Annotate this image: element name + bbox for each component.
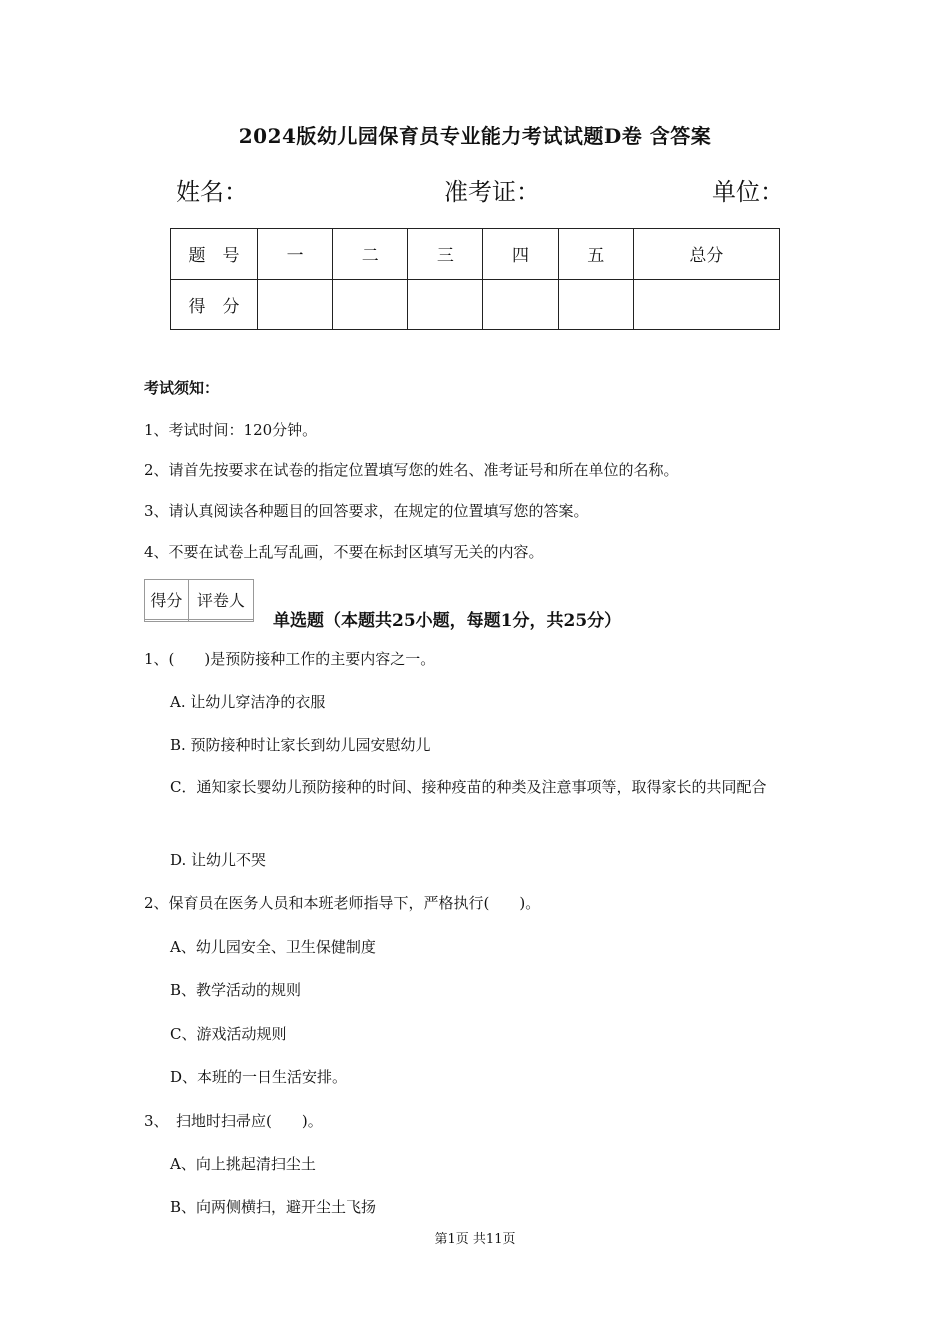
question-option: D. 让幼儿不哭 — [170, 851, 267, 869]
score-table-header-row — [171, 229, 780, 280]
unit-field-label: 单位： — [712, 178, 784, 206]
score-header-total: 总分 — [633, 229, 779, 280]
score-header-label: 题 号 — [171, 229, 258, 280]
question-option: A. 让幼儿穿洁净的衣服 — [170, 693, 326, 711]
document-title: 2024版幼儿园保育员专业能力考试试题D卷 含答案 — [238, 124, 712, 148]
score-header-cell: 四 — [483, 229, 558, 280]
question-option: C、游戏活动规则 — [170, 1025, 287, 1043]
score-cell[interactable] — [333, 279, 408, 330]
score-cell[interactable] — [483, 279, 558, 330]
score-cell[interactable] — [258, 279, 333, 330]
question-option: C．通知家长婴幼儿预防接种的时间、接种疫苗的种类及注意事项等，取得家长的共同配合 — [170, 778, 767, 796]
notice-item: 3、请认真阅读各种题目的回答要求，在规定的位置填写您的答案。 — [144, 502, 589, 520]
grader-table — [144, 579, 254, 622]
question-stem: 3、 扫地时扫帚应( )。 — [144, 1112, 323, 1130]
section-title: 单选题（本题共25小题，每题1分，共25分） — [273, 611, 622, 631]
grader-score-cell[interactable] — [145, 620, 189, 622]
score-header-cell: 五 — [558, 229, 633, 280]
notice-heading: 考试须知： — [144, 379, 220, 397]
score-cell[interactable] — [408, 279, 483, 330]
exam-id-field-label: 准考证： — [444, 178, 540, 206]
question-option: B. 预防接种时让家长到幼儿园安慰幼儿 — [170, 736, 431, 754]
question-option: A、幼儿园安全、卫生保健制度 — [170, 938, 376, 956]
notice-item: 1、考试时间：120分钟。 — [144, 421, 318, 439]
score-cell[interactable] — [558, 279, 633, 330]
question-option: B、教学活动的规则 — [170, 981, 302, 999]
score-header-cell: 二 — [333, 229, 408, 280]
grader-name-label: 评卷人 — [188, 580, 253, 620]
score-row-label: 得 分 — [171, 279, 258, 330]
score-header-cell: 一 — [258, 229, 333, 280]
question-stem: 1、( )是预防接种工作的主要内容之一。 — [144, 650, 436, 668]
question-option: A、向上挑起清扫尘土 — [170, 1155, 316, 1173]
grader-name-cell[interactable] — [188, 620, 253, 622]
question-stem: 2、保育员在医务人员和本班老师指导下，严格执行( )。 — [144, 894, 541, 912]
name-field-label: 姓名： — [176, 178, 248, 206]
page-footer: 第1页 共11页 — [434, 1232, 516, 1247]
score-cell[interactable] — [633, 279, 779, 330]
question-option: B、向两侧横扫，避开尘土飞扬 — [170, 1198, 377, 1216]
notice-item: 2、请首先按要求在试卷的指定位置填写您的姓名、准考证号和所在单位的名称。 — [144, 461, 679, 479]
question-option: D、本班的一日生活安排。 — [170, 1068, 348, 1086]
notice-item: 4、不要在试卷上乱写乱画，不要在标封区填写无关的内容。 — [144, 543, 544, 561]
score-table — [170, 228, 780, 330]
grader-score-label: 得分 — [145, 580, 189, 620]
score-table-score-row — [171, 279, 780, 330]
score-header-cell: 三 — [408, 229, 483, 280]
